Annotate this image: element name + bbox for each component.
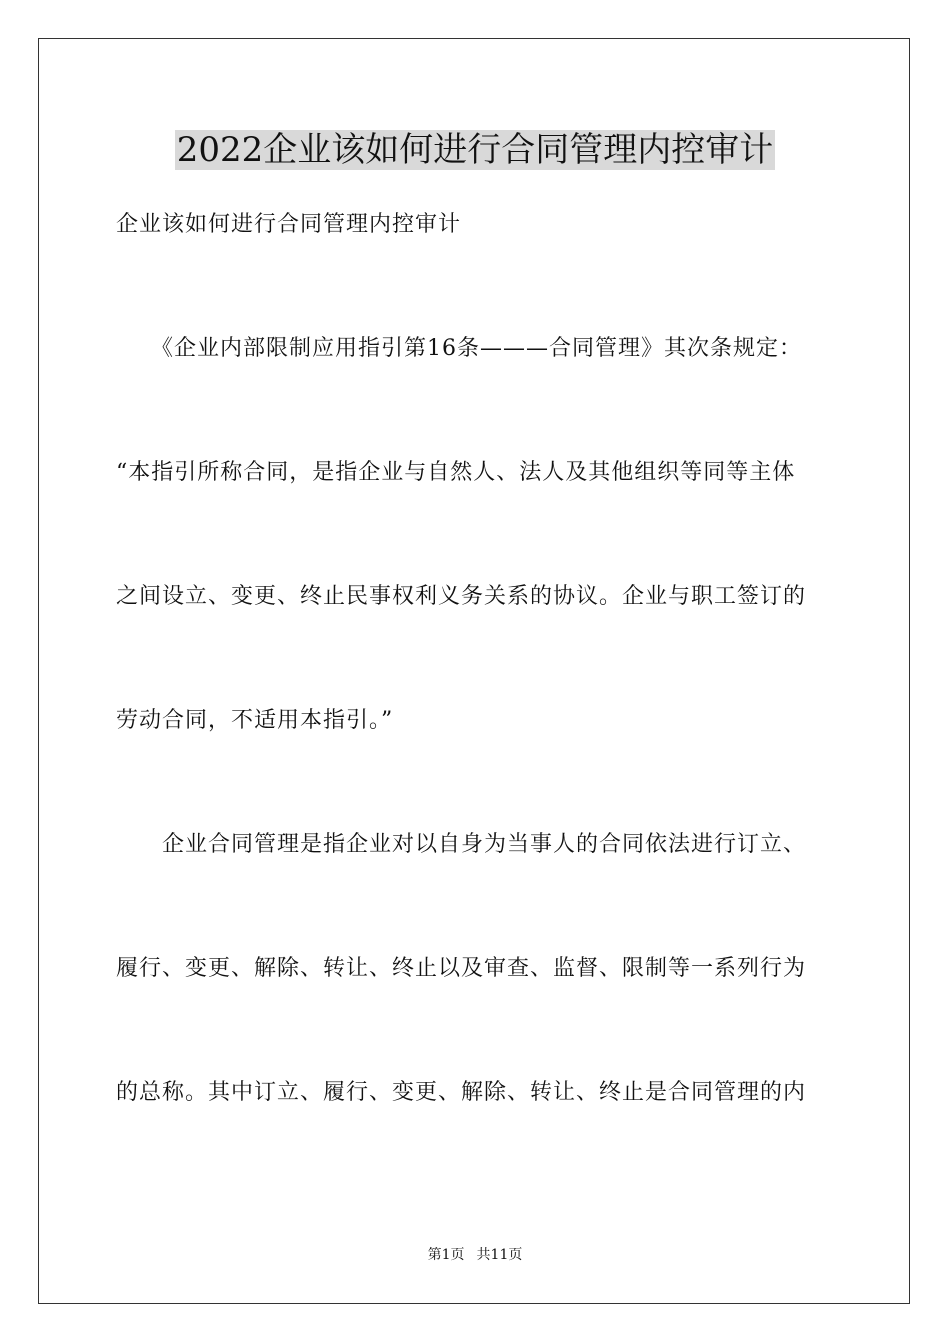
body-line-5: 劳动合同，不适用本指引。” bbox=[116, 708, 394, 733]
page-total: 共11页 bbox=[476, 1247, 523, 1263]
body-line-2: 《企业内部限制应用指引第16条———合同管理》其次条规定： bbox=[116, 336, 802, 361]
page-footer bbox=[0, 1246, 950, 1264]
body-line-7: 履行、变更、解除、转让、终止以及审查、监督、限制等一系列行为 bbox=[116, 956, 807, 981]
page-number: 第1页 bbox=[427, 1247, 465, 1263]
body-line-1: 企业该如何进行合同管理内控审计 bbox=[116, 212, 462, 237]
document-title-text: 2022企业该如何进行合同管理内控审计 bbox=[176, 130, 774, 170]
body-line-3: “本指引所称合同，是指企业与自然人、法人及其他组织等同等主体 bbox=[116, 460, 796, 485]
body-line-8: 的总称。其中订立、履行、变更、解除、转让、终止是合同管理的内 bbox=[116, 1080, 807, 1105]
body-line-4: 之间设立、变更、终止民事权利义务关系的协议。企业与职工签订的 bbox=[116, 584, 807, 609]
body-line-6: 企业合同管理是指企业对以自身为当事人的合同依法进行订立、 bbox=[116, 832, 807, 857]
document-title bbox=[0, 128, 950, 172]
